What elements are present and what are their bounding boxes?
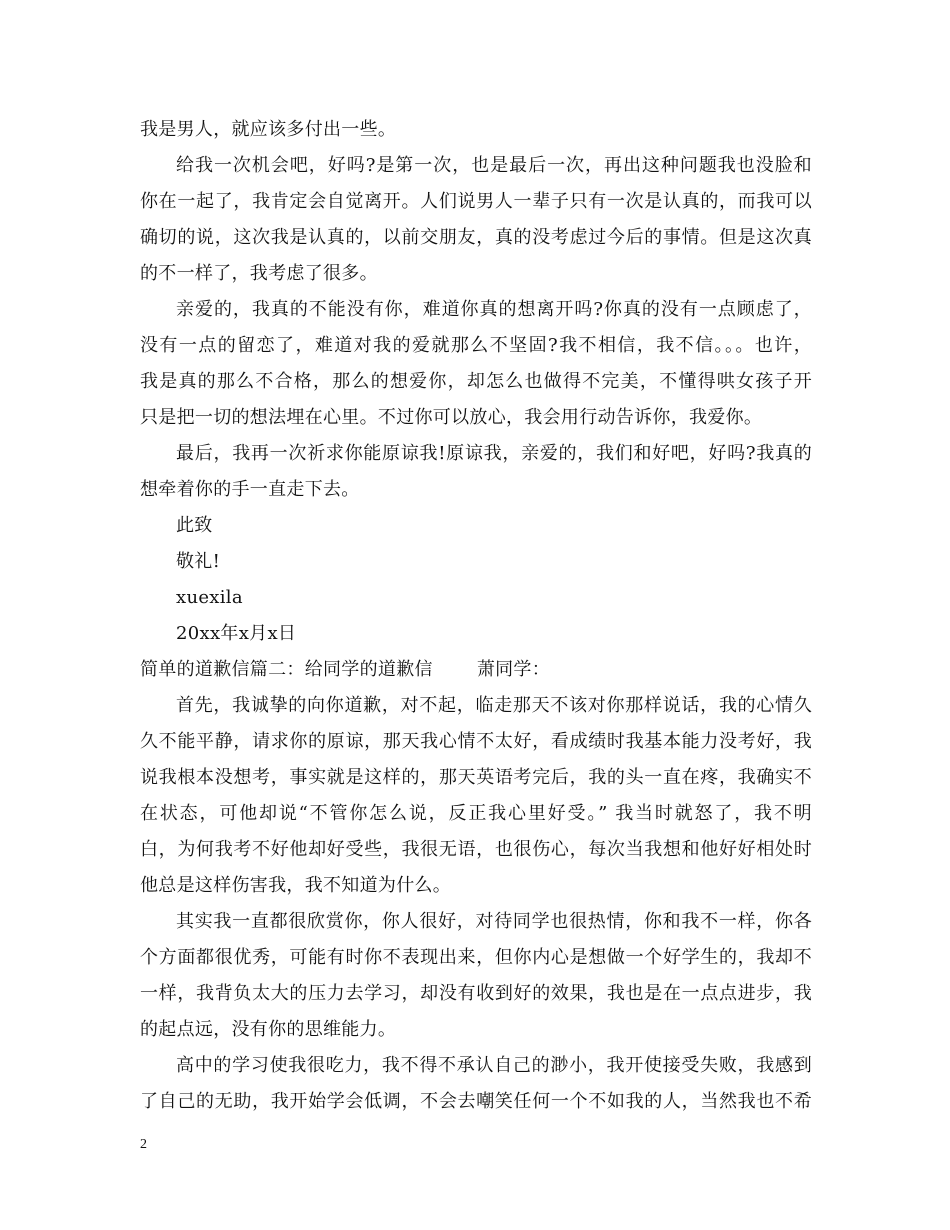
text-line: 的起点远，没有你的思维能力。 — [140, 1019, 397, 1040]
text-line: 其实我一直都很欣赏你，你人很好，对待同学也很热情，你和我不一样，你各 — [176, 911, 812, 932]
text-line: 他总是这样伤害我，我不知道为什么。 — [140, 875, 452, 896]
text-line: 的不一样了，我考虑了很多。 — [140, 263, 378, 284]
text-line: 一样，我背负太大的压力去学习，却没有收到好的效果，我也是在一点点进步，我 — [140, 983, 812, 1004]
text-line: 最后，我再一次祈求你能原谅我!原谅我，亲爱的，我们和好吧，好吗?我真的 — [176, 443, 812, 464]
text-line: 说我根本没想考，事实就是这样的，那天英语考完后，我的头一直在疼，我确实不 — [140, 767, 812, 788]
date-line: 20xx年x月x日 — [176, 623, 297, 644]
page-number: 2 — [140, 1137, 147, 1152]
section-title: 简单的道歉信篇二：给同学的道歉信 — [140, 659, 433, 680]
text-line: 白，为何我考不好他却好受些，我很无语，也很伤心，每次当我想和他好好相处时 — [140, 839, 812, 860]
text-line: 我是男人，就应该多付出一些。 — [140, 119, 397, 140]
text-line: 只是把一切的想法埋在心里。不过你可以放心，我会用行动告诉你，我爱你。 — [140, 407, 763, 428]
text-line: 给我一次机会吧，好吗?是第一次，也是最后一次，再出这种问题我也没脸和 — [176, 155, 812, 176]
text-line: 了自己的无助，我开始学会低调，不会去嘲笑任何一个不如我的人，当然我也不希 — [140, 1091, 812, 1112]
text-line: 高中的学习使我很吃力，我不得不承认自己的渺小，我开使接受失败，我感到 — [176, 1055, 812, 1076]
text-line: 确切的说，这次我是认真的，以前交朋友，真的没考虑过今后的事情。但是这次真 — [140, 227, 812, 248]
section-heading — [140, 652, 812, 688]
document-body — [140, 112, 812, 1120]
text-line: 个方面都很优秀，可能有时你不表现出来，但你内心是想做一个好学生的，我却不 — [140, 947, 812, 968]
text-line: 首先，我诚挚的向你道歉，对不起，临走那天不该对你那样说话，我的心情久 — [176, 695, 812, 716]
text-line: 我是真的那么不合格，那么的想爱你，却怎么也做得不完美，不懂得哄女孩子开 — [140, 371, 812, 392]
closing-respect: 敬礼! — [176, 551, 221, 572]
text-line: 亲爱的，我真的不能没有你，难道你真的想离开吗?你真的没有一点顾虑了， — [176, 299, 812, 320]
recipient-greeting: 萧同学： — [476, 659, 551, 680]
text-line: 在状态，可他却说“不管你怎么说，反正我心里好受。” 我当时就怒了，我不明 — [140, 803, 812, 824]
closing-salutation: 此致 — [176, 515, 213, 536]
text-line: 没有一点的留恋了，难道对我的爱就那么不坚固?我不相信，我不信。。。也许， — [140, 335, 812, 356]
text-line: 想牵着你的手一直走下去。 — [140, 479, 360, 500]
text-line: 久不能平静，请求你的原谅，那天我心情不太好，看成绩时我基本能力没考好，我 — [140, 731, 812, 752]
text-line: 你在一起了，我肯定会自觉离开。人们说男人一辈子只有一次是认真的，而我可以 — [140, 191, 812, 212]
signature: xuexila — [176, 587, 243, 608]
